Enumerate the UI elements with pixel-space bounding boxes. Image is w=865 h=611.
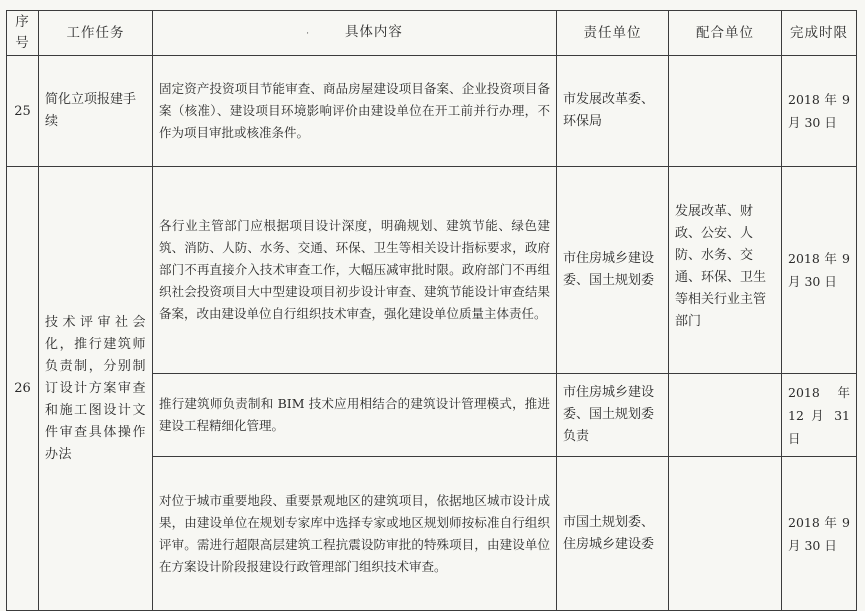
row-seq: 25	[7, 56, 39, 167]
row-content: 推行建筑师负责制和 BIM 技术应用相结合的建筑设计管理模式，推进建设工程精细化管理。	[153, 374, 557, 457]
row-responsible: 市住房城乡建设委、国土规划委	[557, 167, 669, 374]
row-content: 各行业主管部门应根据项目设计深度，明确规划、建筑节能、绿色建筑、消防、人防、水务、交通、环保、卫生等相关设计指标要求，政府部门不再直接介入技术审查工作，大幅压减审批时限。政府部门不再组织社会投资项目大中型建设项目初步设计审查、建筑节能设计审查结果备案，改由建设单位自行组织技术审查，强化建设单位质量主体责任。	[153, 167, 557, 374]
header-deadline: 完成时限	[782, 11, 857, 56]
task-table	[6, 10, 857, 611]
row-deadline: 2018 年 9 月 30 日	[782, 457, 857, 611]
row-content: 固定资产投资项目节能审查、商品房屋建设项目备案、企业投资项目备案（核准）、建设项目环境影响评价由建设单位在开工前并行办理，不作为项目审批或核准条件。	[153, 56, 557, 167]
row-deadline: 2018 年 12 月 31 日	[782, 374, 857, 457]
row-cooperating	[669, 56, 782, 167]
row-deadline: 2018 年 9 月 30 日	[782, 56, 857, 167]
header-content-label: 具体内容	[344, 23, 403, 40]
row-responsible: 市发展改革委、环保局	[557, 56, 669, 167]
table-header-row	[7, 11, 857, 56]
row-seq: 26	[7, 167, 39, 611]
table-row	[7, 167, 857, 374]
header-cooperating: 配合单位	[669, 11, 782, 56]
header-responsible: 责任单位	[557, 11, 669, 56]
header-seq: 序号	[7, 11, 39, 56]
header-content	[153, 11, 557, 56]
table-row	[7, 56, 857, 167]
row-cooperating	[669, 457, 782, 611]
row-task: 简化立项报建手续	[39, 56, 153, 167]
row-cooperating	[669, 374, 782, 457]
row-responsible: 市国土规划委、住房城乡建设委	[557, 457, 669, 611]
row-cooperating: 发展改革、财政、公安、人防、水务、交通、环保、卫生等相关行业主管部门	[669, 167, 782, 374]
row-content: 对位于城市重要地段、重要景观地区的建筑项目，依据地区城市设计成果，由建设单位在规划专家库中选择专家或地区规划师按标准自行组织评审。需进行超限高层建筑工程抗震设防审批的特殊项目，由建设单位在方案设计阶段报建设行政管理部门组织技术审查。	[153, 457, 557, 611]
row-task: 技术评审社会化，推行建筑师负责制，分别制订设计方案审查和施工图设计文件审查具体操作办法	[39, 167, 153, 611]
header-dot: ·	[306, 28, 309, 39]
header-task: 工作任务	[39, 11, 153, 56]
row-responsible: 市住房城乡建设委、国土规划委负责	[557, 374, 669, 457]
row-deadline: 2018 年 9 月 30 日	[782, 167, 857, 374]
